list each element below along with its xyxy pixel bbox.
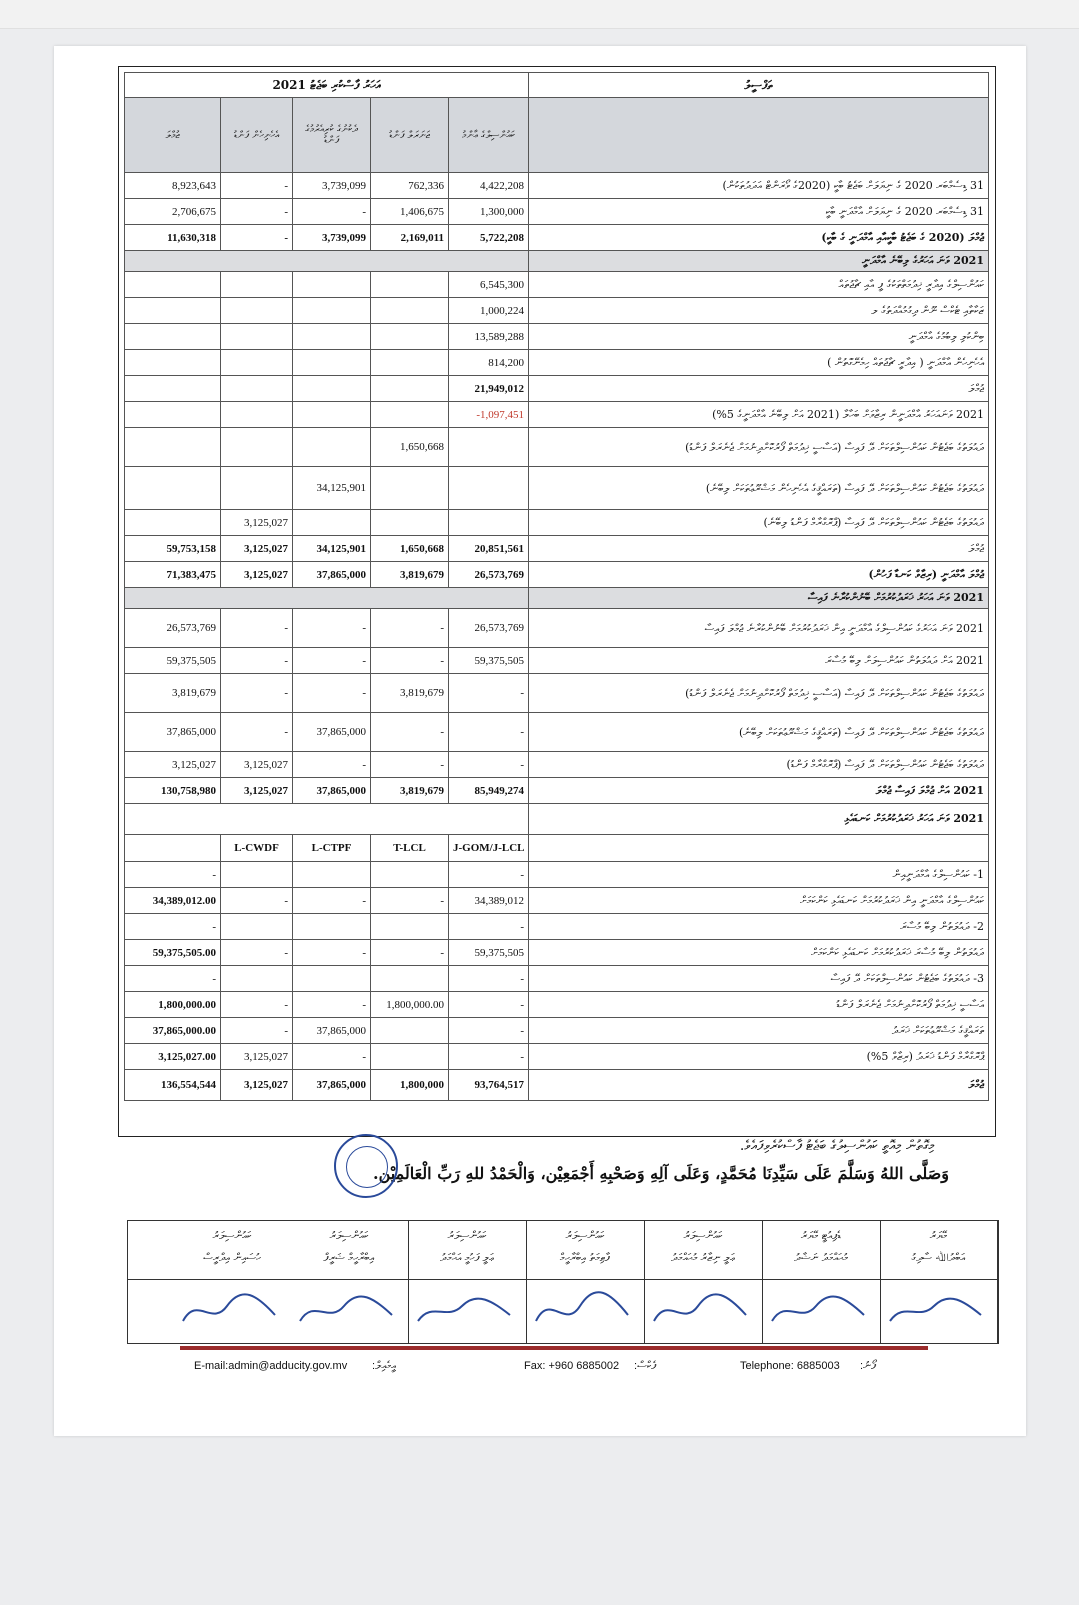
row-label: ދައުލަތުގެ ބަޖެޓުން ކައުންސިލްތަކަށް ދޭ ފައިސާ (ތަރައްޤީގެ މަޝްރޫޢުތަކަށް ލިބޭނެ): [529, 713, 989, 752]
col-general-fund: ޖަނަރަލް ފަންޑު: [371, 98, 449, 173]
cell-value: 3,739,099: [293, 173, 371, 199]
row-label: ޖުމްލަ: [529, 536, 989, 562]
council-seal-icon: [334, 1134, 398, 1198]
footer-phone-label: :ފޯނު: [860, 1360, 876, 1372]
table-row: [125, 992, 989, 1018]
cell-value: -: [293, 940, 371, 966]
cell-value: [293, 428, 371, 467]
cell-value: 2,169,011: [371, 225, 449, 251]
table-row: [125, 376, 989, 402]
cell-value: [449, 510, 529, 536]
table-row: [125, 350, 989, 376]
table-row: [125, 1018, 989, 1044]
col-desc: [529, 98, 989, 173]
cell-value: -: [125, 966, 221, 992]
cell-value: -: [221, 225, 293, 251]
cell-value: 37,865,000: [293, 1018, 371, 1044]
cell-value: -: [371, 940, 449, 966]
row-label: ކައުންސިލްގެ އިދާރީ ޚިދުމަތްތަކުގެ ފީ އާއި ޗާޖުތައް: [529, 272, 989, 298]
signatory-role: މޭޔަރު: [929, 1229, 948, 1242]
cell-value: 37,865,000.00: [125, 1018, 221, 1044]
cell-value: [125, 376, 221, 402]
table-row: [125, 966, 989, 992]
cell-value: 3,819,679: [125, 674, 221, 713]
cell-value: -1,097,451: [449, 402, 529, 428]
cell-value: [449, 428, 529, 467]
cell-value: [125, 272, 221, 298]
footer-fax-label: :ފެކްސް: [634, 1360, 656, 1372]
signatory-role: ކައުންސިލަރު: [565, 1229, 605, 1242]
row-label: ދައުލަތުގެ ބަޖެޓުން ކައުންސިލްތަކަށް ދޭ ފައިސާ (ތަރައްޤީގެ އެހެނިހެން މަޝްރޫޢުތަކަށް ލިބޭނެ): [529, 467, 989, 510]
cell-value: [371, 914, 449, 940]
row-label: 2021 ވަނައަހަރު އާމްދަނީން ރިޒާވަށް ބަހާލާ (2021 އަށް ލިބޭނެ އާމްދަނީގެ 5%): [529, 402, 989, 428]
cell-value: 34,125,901: [293, 536, 371, 562]
cell-value: 59,375,505: [449, 648, 529, 674]
row-label: އެހެނިހެން އާމްދަނީ ( އިދާރީ ޗާޖުތައް ހިމެނޭގޮތުން ): [529, 350, 989, 376]
cell-value: L-CWDF: [221, 835, 293, 862]
footer-email: E-mail:admin@adducity.gov.mv: [194, 1360, 348, 1372]
cell-value: [125, 350, 221, 376]
cell-value: [125, 467, 221, 510]
table-row: [125, 251, 989, 272]
signature-icon: [884, 1283, 993, 1339]
cell-value: 26,573,769: [125, 609, 221, 648]
table-row: [125, 536, 989, 562]
table-row: [125, 324, 989, 350]
cell-value: [371, 510, 449, 536]
cell-value: -: [449, 713, 529, 752]
row-label: ޕްރޮގްރާމް ފަންޑު ޚަރަދު (ރިޒާވް 5%): [529, 1044, 989, 1070]
cell-value: [371, 1044, 449, 1070]
cell-value: -: [371, 609, 449, 648]
signatory-name: ހުސައިން އިދްރީސް: [203, 1251, 261, 1264]
table-row: [125, 225, 989, 251]
table-row: [125, 1070, 989, 1101]
table-row: [125, 467, 989, 510]
cell-value: [221, 966, 293, 992]
cell-value: [221, 350, 293, 376]
col-other-fund: އެހެނިހެން ފަންޑު: [221, 98, 293, 173]
cell-value: [293, 510, 371, 536]
row-label: 2021 އަށް ޖުމްލަ ފައިސާ ޖުމްލަ: [529, 778, 989, 804]
cell-value: 37,865,000: [125, 713, 221, 752]
cell-value: -: [293, 1044, 371, 1070]
cell-value: 1,800,000.00: [125, 992, 221, 1018]
cell-value: [221, 376, 293, 402]
col-council: ކައުންސިލްގެ ޢާންމު: [449, 98, 529, 173]
cell-value: 13,589,288: [449, 324, 529, 350]
signature-icon: [648, 1283, 758, 1339]
cell-value: 3,125,027: [221, 778, 293, 804]
row-label: ދައުލަތުގެ ބަޖެޓުން ކައުންސިލްތަކަށް ދޭ ފައިސާ (އަސާސީ ޚިދުމަތް ފޯރުކޮށްދިނުމަށް ޖެނެރަލް ފަންޑު): [529, 428, 989, 467]
cell-value: 130,758,980: [125, 778, 221, 804]
signatory: [880, 1221, 998, 1343]
cell-value: 3,819,679: [371, 778, 449, 804]
signatory-role: ޑެޕިއުޓީ މޭޔަރު: [800, 1229, 842, 1242]
cell-value: -: [371, 888, 449, 914]
col-dev-fund: ދެކުނުގެ ކުރިއެރުމުގެ ފަންޑު: [293, 98, 371, 173]
cell-value: 3,125,027: [221, 510, 293, 536]
cell-value: [371, 1018, 449, 1044]
table-row: [125, 588, 989, 609]
cell-value: 34,389,012.00: [125, 888, 221, 914]
table-row: [125, 713, 989, 752]
signatory-role: ކައުންސިލަރު: [212, 1229, 252, 1242]
row-label: 31 ޑިސެމްބަރ 2020 ގެ ނިޔަލަށް އާމްދަނީ ބާކީ: [529, 199, 989, 225]
table-row: [125, 562, 989, 588]
cell-value: [125, 428, 221, 467]
signatory-name: އިބްރާހީމް ޝަރީފް: [323, 1251, 375, 1264]
signatory-name: ޢަލީ ނިޒާރު މުޙައްމަދު: [671, 1251, 735, 1264]
signature-icon: [294, 1283, 404, 1339]
cell-value: -: [221, 199, 293, 225]
signatory: [526, 1221, 645, 1343]
cell-value: -: [221, 648, 293, 674]
signatory-name: ފާޠިމަތު އިބްރާހީމް: [559, 1251, 611, 1264]
row-label: 2- ދައުލަތުން ލިބޭ މުސާރަ: [529, 914, 989, 940]
signatory: [408, 1221, 527, 1343]
cell-value: [221, 862, 293, 888]
row-label: ޖުމްލަ އާމްދަނީ (ރިޒާވް ކަނޑާ ފަހުން): [529, 562, 989, 588]
table-row: [125, 1044, 989, 1070]
column-headers: [125, 98, 989, 173]
cell-value: [371, 862, 449, 888]
cell-value: 3,125,027.00: [125, 1044, 221, 1070]
row-label: ބިންކުލި ލިބުމުގެ އާމްދަނީ: [529, 324, 989, 350]
cell-value: 2,706,675: [125, 199, 221, 225]
row-label: 31 ޑިސެމްބަރ 2020 ގެ ނިޔަލަށް ބަޖެޓު ބާކީ (2020ގެ ވޯރަންޓް އަދަދުތަކުން): [529, 173, 989, 199]
cell-value: -: [221, 609, 293, 648]
closing-arabic: وَصَلَّى اللهُ وَسَلَّمَ عَلَى سَيِّدِنَا مُحَمَّدٍ، وَعَلَى آلِهِ وَصَحْبِهِ أَجْمَعِيْن، وَالْحَمْدُ للهِ رَبِّ الْعَالَمِيْن.: [373, 1164, 949, 1183]
table-row: [125, 173, 989, 199]
cell-value: 5,722,208: [449, 225, 529, 251]
cell-value: -: [371, 713, 449, 752]
cell-value: -: [221, 674, 293, 713]
table-row: [125, 674, 989, 713]
cell-value: 1,800,000.00: [371, 992, 449, 1018]
cell-value: [221, 402, 293, 428]
cell-value: 37,865,000: [293, 778, 371, 804]
table-row: [125, 778, 989, 804]
table-row: [125, 862, 989, 888]
cell-value: [293, 966, 371, 992]
row-label: ޖުމްލަ: [529, 376, 989, 402]
cell-value: J-GOM/J-LCL: [449, 835, 529, 862]
cell-value: [125, 510, 221, 536]
cell-value: 3,125,027: [221, 1070, 293, 1101]
cell-value: [221, 272, 293, 298]
cell-value: [293, 402, 371, 428]
cell-value: 1,406,675: [371, 199, 449, 225]
cell-value: [293, 862, 371, 888]
cell-value: 37,865,000: [293, 713, 371, 752]
cell-value: [125, 835, 221, 862]
cell-value: [371, 376, 449, 402]
cell-value: -: [449, 752, 529, 778]
cell-value: [221, 467, 293, 510]
cell-value: -: [221, 992, 293, 1018]
cell-value: 814,200: [449, 350, 529, 376]
table-row: [125, 298, 989, 324]
row-label: ޖުމްލަ: [529, 1070, 989, 1101]
cell-value: -: [293, 752, 371, 778]
signatory: [644, 1221, 763, 1343]
signatory: [290, 1221, 409, 1343]
cell-value: -: [293, 992, 371, 1018]
cell-value: 1,800,000: [371, 1070, 449, 1101]
row-label: ޖުމްލަ (2020 ގެ ބަޖެޓު ބާކީއާއި އާމްދަނީ ގެ ބާކީ): [529, 225, 989, 251]
signatory: [762, 1221, 881, 1343]
row-label: ދައުލަތުގެ ބަޖެޓުން ކައުންސިލްތަކަށް ދޭ ފައިސާ (އަސާސީ ޚިދުމަތް ފޯރުކޮށްދިނުމަށް ޖެނެރަލް ފަންޑު): [529, 674, 989, 713]
row-label: ތަރައްޤީގެ މަޝްރޫޢުތަކަށް ޚަރަދު: [529, 1018, 989, 1044]
cell-value: 11,630,318: [125, 225, 221, 251]
cell-value: [449, 467, 529, 510]
cell-value: 3,125,027: [221, 536, 293, 562]
header-left-title: 2021 އަހަރު ފާސްކުރި ބަޖެޓު: [125, 73, 529, 98]
cell-value: -: [221, 713, 293, 752]
cell-value: [293, 324, 371, 350]
cell-value: 3,125,027: [125, 752, 221, 778]
signatory-role: ކައުންސިލަރު: [329, 1229, 369, 1242]
row-label: 3- ދައުލަތުގެ ބަޖެޓުން ކައުންސިލްތަކަށް ދޭ ފައިސާ: [529, 966, 989, 992]
table-row: [125, 804, 989, 835]
cell-value: 37,865,000: [293, 562, 371, 588]
table-row: [125, 510, 989, 536]
table-row: [125, 648, 989, 674]
section-label: 2021 ވަނަ އަހަރުގެ ލިބޭނެ އާމްދަނީ: [529, 251, 989, 272]
cell-value: 21,949,012: [449, 376, 529, 402]
row-label: 2021 ވަނަ އަހަރުގެ ކައުންސިލްގެ އާމްދަނީ އިން ޚަރަދުކުރުމަށް ބޭނުންކުރާނެ ޖުމްލަ ފައިސާ: [529, 609, 989, 648]
cell-value: -: [221, 940, 293, 966]
cell-value: [125, 324, 221, 350]
cell-value: -: [221, 173, 293, 199]
cell-value: 59,753,158: [125, 536, 221, 562]
cell-value: -: [371, 752, 449, 778]
table-row: [125, 752, 989, 778]
cell-value: -: [449, 992, 529, 1018]
cell-value: [293, 350, 371, 376]
row-label: 1- ކައުންސިލްގެ އާމްދަނީއިން: [529, 862, 989, 888]
cell-value: 34,389,012: [449, 888, 529, 914]
header-right-title: ތަފްސީލު: [529, 73, 989, 98]
cell-value: -: [221, 888, 293, 914]
table-row: [125, 272, 989, 298]
cell-value: 85,949,274: [449, 778, 529, 804]
cell-value: [371, 966, 449, 992]
signatory-name: ޢަލީ ފަހުމީ އަޙްމަދު: [440, 1251, 494, 1264]
table-header: [125, 73, 989, 98]
closing-dhivehi: މިގޮތުން މިއޮތީ ކައުންސިލުގެ ބަޖެޓު ފާސްކުރެވިފައެވެ.: [739, 1138, 934, 1154]
signature-icon: [766, 1283, 876, 1339]
cell-value: [221, 298, 293, 324]
cell-value: -: [221, 1018, 293, 1044]
cell-value: 1,300,000: [449, 199, 529, 225]
cell-value: T-LCL: [371, 835, 449, 862]
cell-value: [371, 324, 449, 350]
footer-phone: Telephone: 6885003: [740, 1360, 840, 1372]
cell-value: [293, 376, 371, 402]
cell-value: 6,545,300: [449, 272, 529, 298]
cell-value: 3,125,027: [221, 562, 293, 588]
cell-value: -: [293, 648, 371, 674]
cell-value: -: [449, 1018, 529, 1044]
cell-value: 4,422,208: [449, 173, 529, 199]
cell-value: 1,650,668: [371, 428, 449, 467]
row-label: ދައުލަތުގެ ބަޖެޓުން ކައުންސިލްތަކަށް ދޭ ފައިސާ (ޕްރޮގްރާމް ފަންޑު): [529, 752, 989, 778]
cell-value: [371, 272, 449, 298]
cell-value: [371, 350, 449, 376]
cell-value: -: [371, 648, 449, 674]
cell-value: 59,375,505.00: [125, 940, 221, 966]
signatory-name: މުޙައްމަދު ނަޝާދު: [794, 1251, 848, 1264]
cell-value: -: [449, 1044, 529, 1070]
cell-value: 8,923,643: [125, 173, 221, 199]
cell-value: [221, 324, 293, 350]
table-row: [125, 888, 989, 914]
signatory: [173, 1221, 291, 1343]
table-row: [125, 914, 989, 940]
cell-value: [293, 298, 371, 324]
signature-icon: [177, 1283, 287, 1339]
cell-value: 1,650,668: [371, 536, 449, 562]
cell-value: -: [449, 674, 529, 713]
footer-rule: [180, 1346, 928, 1350]
document-page: [54, 46, 1026, 1436]
cell-value: -: [293, 199, 371, 225]
row-label: ކައުންސިލްގެ އާމްދަނީ އިން ޚަރަދުކުރުމަށް ކަނޑައެޅި ކަންކަމަށް: [529, 888, 989, 914]
cell-value: L-CTPF: [293, 835, 371, 862]
signature-icon: [412, 1283, 522, 1339]
cell-value: [293, 914, 371, 940]
footer-email-label: :އީމެއިލް: [372, 1360, 396, 1372]
cell-value: 3,125,027: [221, 1044, 293, 1070]
row-label: ދައުލަތުގެ ބަޖެޓުން ކައުންސިލްތަކަށް ދޭ ފައިސާ (ޕްރޮގްރާމް ފަންޑު ލިބޭނެ): [529, 510, 989, 536]
table-row: [125, 835, 989, 862]
cell-value: [371, 467, 449, 510]
signatory-role: ކައުންސިލަރު: [683, 1229, 723, 1242]
cell-value: 26,573,769: [449, 609, 529, 648]
table-row: [125, 940, 989, 966]
row-label: އަސާސީ ޚިދުމަތް ފޯރުކޮށްދިނުމަށް ޖެނެރަލް ފަންޑު: [529, 992, 989, 1018]
cell-value: -: [125, 914, 221, 940]
table-row: [125, 402, 989, 428]
cell-value: -: [293, 609, 371, 648]
cell-value: 20,851,561: [449, 536, 529, 562]
signature-icon: [530, 1283, 640, 1339]
cell-value: -: [449, 914, 529, 940]
cell-value: 3,739,099: [293, 225, 371, 251]
table-row: [125, 609, 989, 648]
cell-value: [371, 402, 449, 428]
cell-value: [221, 914, 293, 940]
cell-value: [293, 272, 371, 298]
cell-value: [371, 298, 449, 324]
col-total: ޖުމްލަ: [125, 98, 221, 173]
cell-value: -: [449, 966, 529, 992]
section-label: 2021 ވަނަ އަހަރު ޚަރަދުކުރުމަށް ބޭނުންކުރާނެ ފައިސާ: [529, 588, 989, 609]
signatory-name: އަބްދުﷲ ސާދިގު: [911, 1251, 966, 1264]
table-row: [125, 199, 989, 225]
cell-value: 3,819,679: [371, 562, 449, 588]
cell-value: 136,554,544: [125, 1070, 221, 1101]
cell-value: 93,764,517: [449, 1070, 529, 1101]
cell-value: 3,125,027: [221, 752, 293, 778]
previous-page-strip: [0, 0, 1079, 29]
row-label: ޒަކާތާއި ޓެކްސް ނޫން ދިގުމުއްދަތުގެ ލ: [529, 298, 989, 324]
signature-grid: [127, 1220, 999, 1344]
cell-value: -: [293, 674, 371, 713]
cell-value: -: [449, 862, 529, 888]
cell-value: 762,336: [371, 173, 449, 199]
cell-value: 26,573,769: [449, 562, 529, 588]
cell-value: [125, 402, 221, 428]
row-label: ދައުލަތުން ލިބޭ މުސާރަ ޚަރަދުކުރުމަށް ކަނޑައެޅި ކަންކަމަށް: [529, 940, 989, 966]
cell-value: 71,383,475: [125, 562, 221, 588]
section-label: 2021 ވަނަ އަހަރު ޚަރަދުކުރުމަށް ކަނޑައެޅި: [529, 804, 989, 835]
cell-value: [221, 428, 293, 467]
cell-value: 1,000,224: [449, 298, 529, 324]
cell-value: 3,819,679: [371, 674, 449, 713]
cell-value: [125, 298, 221, 324]
cell-value: 59,375,505: [125, 648, 221, 674]
footer-fax: Fax: +960 6885002: [524, 1360, 620, 1372]
cell-value: 59,375,505: [449, 940, 529, 966]
cell-value: -: [293, 888, 371, 914]
budget-table: [124, 72, 989, 1101]
cell-value: -: [125, 862, 221, 888]
signatory-role: ކައުންސިލަރު: [447, 1229, 487, 1242]
cell-value: 37,865,000: [293, 1070, 371, 1101]
table-row: [125, 428, 989, 467]
cell-value: 34,125,901: [293, 467, 371, 510]
row-label: [529, 835, 989, 862]
row-label: 2021 އަށް ދައުލަތުން ކައުންސިލަށް ލިބޭ މުސާރަ: [529, 648, 989, 674]
